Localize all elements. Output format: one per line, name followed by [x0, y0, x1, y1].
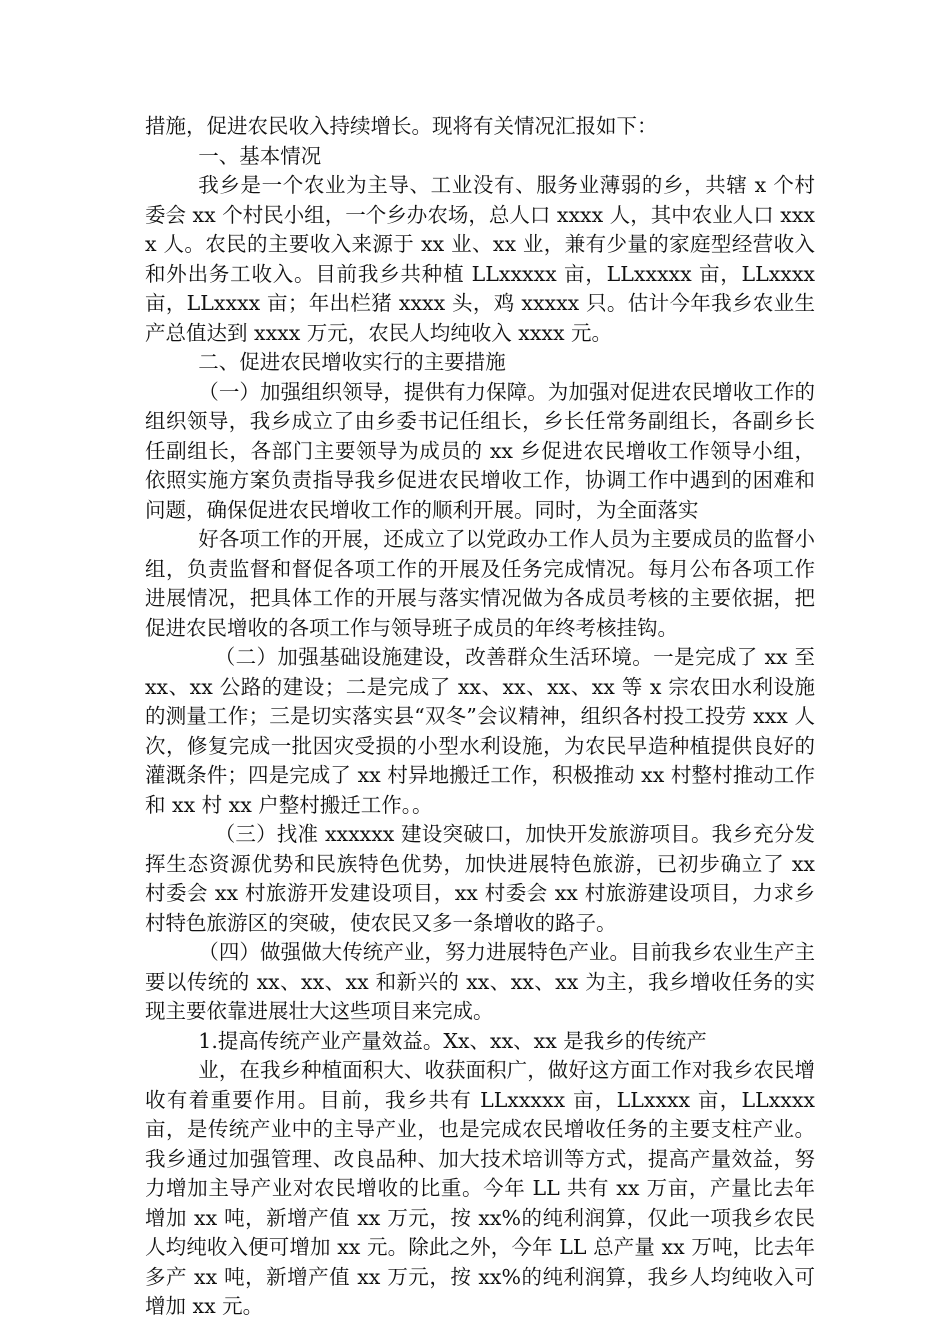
measure-one-continuation-paragraph: 好各项工作的开展，还成立了以党政办工作人员为主要成员的监督小组，负责监督和督促各项工作的开展及任务完成情况。每月公布各项工作进展情况，把具体工作的开展与落实情况做为各成员考核的主要依据，把促进农民增收的各项工作与领导班子成员的年终考核挂钩。 — [145, 527, 815, 640]
document-body — [145, 112, 815, 1322]
measure-three-paragraph: （三）找准 xxxxxx 建设突破口，加快开发旅游项目。我乡充分发挥生态资源优势和民族特色优势，加快进展特色旅游，已初步确立了 xx 村委会 xx 村旅游开发建设项目，xx 村委会 xx 村旅游建设项目，力求乡村特色旅游区的突破，使农民又多一条增收的路子。 — [145, 822, 815, 935]
section-heading-basic-situation: 一、基本情况 — [198, 143, 322, 168]
traditional-industry-paragraph: 业，在我乡种植面积大、收获面积广，做好这方面工作对我乡农民增收有着重要作用。目前，我乡共有 LLxxxxx 亩，LLxxxx 亩，LLxxxx 亩，是传统产业中的主导产业，也是完成农民增收任务的主要支柱产业。我乡通过加强管理、改良品种、加大技术培训等方式，提高产量效益，努力增加主导产业对农民增收的比重。今年 LL 共有 xx 万亩，产量比去年增加 xx 吨，新增产值 xx 万元，按 xx%的纯利润算，仅此一项我乡农民人均纯收入便可增加 xx 元。除此之外，今年 LL 总产量 xx 万吨，比去年多产 xx 吨，新增产值 xx 万元，按 xx%的纯利润算，我乡人均纯收入可增加 xx 元。 — [145, 1058, 815, 1318]
section-heading-main-measures: 二、促进农民增收实行的主要措施 — [198, 350, 506, 374]
subsection-heading-traditional-industry: 1.提高传统产业产量效益。Xx、xx、xx 是我乡的传统产 — [198, 1028, 707, 1053]
measure-one-paragraph: （一）加强组织领导，提供有力保障。为加强对促进农民增收工作的组织领导，我乡成立了由乡委书记任组长，乡长任常务副组长，各副乡长任副组长，各部门主要领导为成员的 xx 乡促进农民增收工作领导小组，依照实施方案负责指导我乡促进农民增收工作，协调工作中遇到的困难和问题，确保促进农民增收工作的顺利开展。同时，为全面落实 — [145, 379, 815, 522]
basic-situation-paragraph: 我乡是一个农业为主导、工业没有、服务业薄弱的乡，共辖 x 个村委会 xx 个村民小组，一个乡办农场，总人口 xxxx 人，其中农业人口 xxxx 人。农民的主要收入来源于 xx 业、xx 业，兼有少量的家庭型经营收入和外出务工收入。目前我乡共种植 LLxxxxx 亩，LLxxxxx 亩，LLxxxx 亩，LLxxxx 亩；年出栏猪 xxxx 头，鸡 xxxxx 只。估计今年我乡农业生产总值达到 xxxx 万元，农民人均纯收入 xxxx 元。 — [145, 173, 815, 345]
intro-continuation-paragraph: 措施，促进农民收入持续增长。现将有关情况汇报如下： — [145, 114, 658, 138]
measure-two-paragraph: （二）加强基础设施建设，改善群众生活环境。一是完成了 xx 至 xx、xx 公路的建设；二是完成了 xx、xx、xx、xx 等 x 宗农田水利设施的测量工作；三是切实落实县“双冬”会议精神，组织各村投工投劳 xxx 人次，修复完成一批因灾受损的小型水利设施，为农民早造种植提供良好的灌溉条件；四是完成了 xx 村异地搬迁工作，积极推动 xx 村整村推动工作和 xx 村 xx 户整村搬迁工作。。 — [145, 645, 815, 817]
measure-four-paragraph: （四）做强做大传统产业，努力进展特色产业。目前我乡农业生产主要以传统的 xx、xx、xx 和新兴的 xx、xx、xx 为主，我乡增收任务的实现主要依靠进展壮大这些项目来完成。 — [145, 940, 815, 1023]
